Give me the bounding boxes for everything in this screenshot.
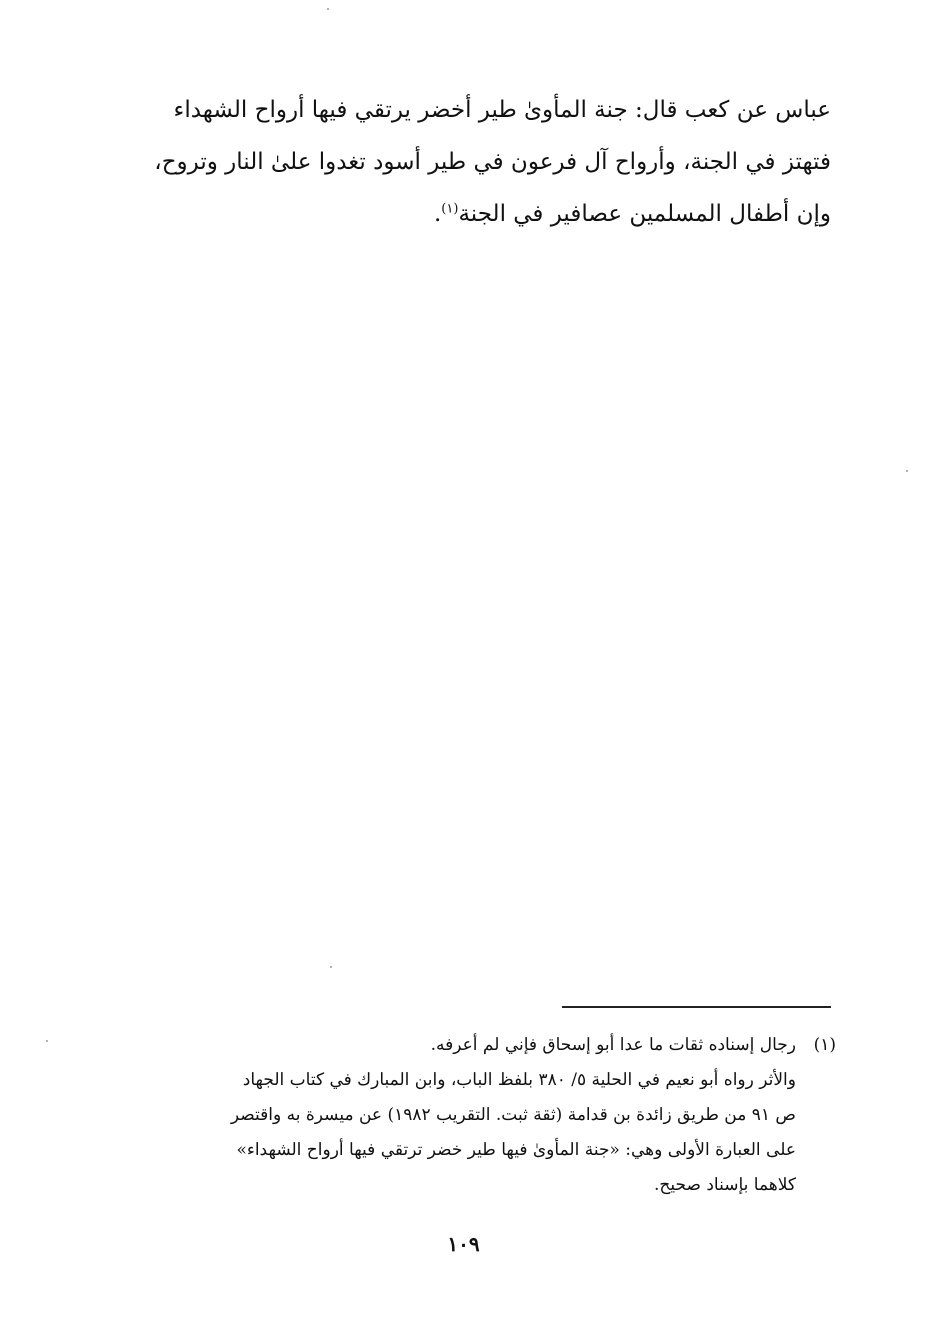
footnote-line-3: ص ٩١ من طريق زائدة بن قدامة (ثقة ثبت. التقريب ١٩٨٢) عن ميسرة به واقتصر	[230, 1105, 796, 1125]
scan-speck	[46, 1040, 48, 1042]
main-text-line-3	[124, 188, 831, 240]
footnote-reference-marker: (١)	[441, 201, 459, 217]
footnote-body	[124, 1028, 796, 1203]
footnotes-block	[124, 1028, 836, 1203]
main-text-line-1: عباس عن كعب قال: جنة المأوىٰ طير أخضر يرتقي فيها أرواح الشهداء	[173, 97, 831, 123]
footnote-line-1: رجال إسناده ثقات ما عدا أبو إسحاق فإني لم أعرفه.	[430, 1035, 796, 1055]
footnote-line-5: كلاهما بإسناد صحيح.	[654, 1175, 796, 1195]
scan-speck	[906, 470, 908, 472]
footnote-line-2: والأثر رواه أبو نعيم في الحلية ٥/ ٣٨٠ بلفظ الباب، وابن المبارك في كتاب الجهاد	[242, 1070, 796, 1090]
footnote-item	[124, 1028, 836, 1203]
main-text-line-2: فتهتز في الجنة، وأرواح آل فرعون في طير أسود تغدوا علىٰ النار وتروح،	[154, 149, 831, 175]
footnote-separator	[562, 1006, 831, 1008]
main-text-block	[124, 84, 831, 240]
footnote-number: (١)	[813, 1035, 836, 1055]
scan-speck	[327, 8, 329, 10]
main-text-line-3-body: وإن أطفال المسلمين عصافير في الجنة	[458, 201, 831, 227]
scan-speck	[330, 966, 332, 968]
main-text-line-3-end: .	[433, 201, 442, 227]
footnote-line-4: على العبارة الأولى وهي: «جنة المأوىٰ فيها طير خضر ترتقي فيها أرواح الشهداء»	[236, 1140, 796, 1160]
page-number: ١٠٩	[447, 1232, 480, 1256]
